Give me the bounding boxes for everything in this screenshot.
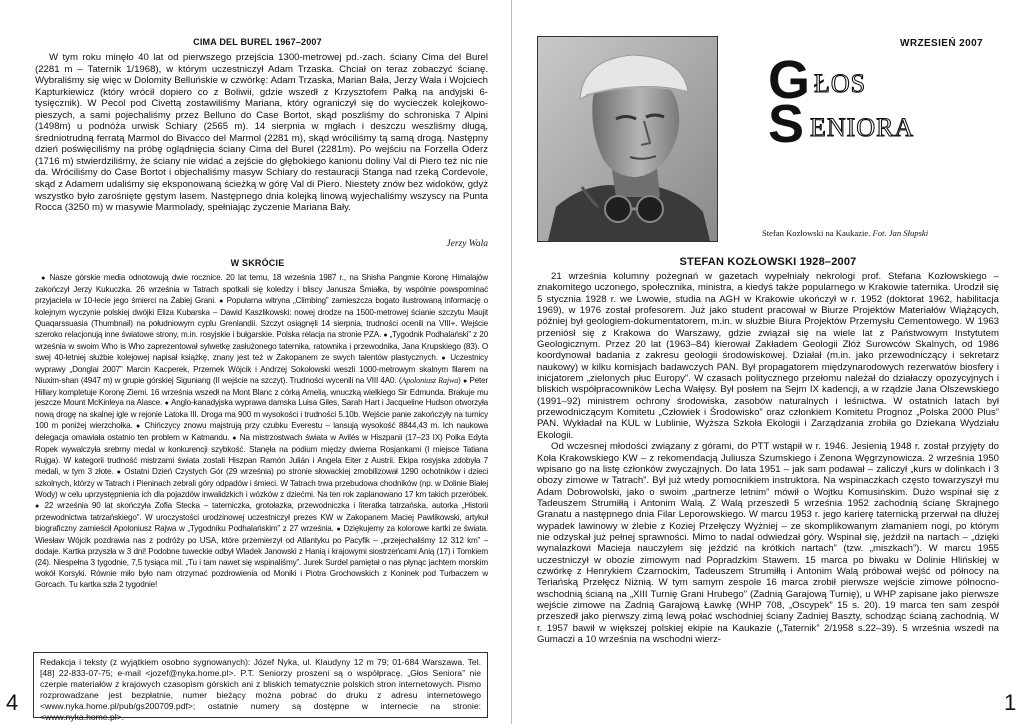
news-item: Uczestnicy wyprawy „Donglai 2007” Marcin Kacperek, Przemek Wójcik i Andrzej Sokołowski weszli 1000-metrowym skalnym filarem na Niuxim-shan (4947 m) w grupie górskiej Siguniang (II wejście na szczyt). Trudności wycenili na VIII 4A0. ( (35, 352, 488, 385)
news-credit-italic: Apoloniusz Rajwa (401, 375, 459, 385)
editorial-footer: Redakcja i teksty (z wyjątkiem osobno sygnowanych): Józef Nyka, ul. Klaudyny 12 m 79; 01-684 Warszawa. Tel. [48] 22-833-07-75; e-mail <jozef@nyka.home.pl>. P.T. Seniorzy proszeni są o współpracę. „Głos Seniora” nie czerpie materiałów z krajowych czasopism górskich ani z bliskich tematycznie polskich stron internetowych. Pismo rozprowadzane jest bezpłatnie, numer bieżący można pobrać do druku z adresu internetowego <www.nyka.home.pl/pub/gs200709.pdf>; ostatnie numery są dostępne w internecie na stronie: <www.nyka.home.pl>. (33, 652, 488, 718)
news-item: 22 września 90 lat skończyła Zofia Stecka – taterniczka, grotołazka, przewodniczka i literatka tatrzańska, autorka „Historii przewodnictwa tatrzańskiego”. W uroczystości urodzinowej uczestniczył prezes KW w Zakopanem Maciej Pawlikowski, artykuł biograficzny zamieścił Apoloniusz Rajwa w „Tygodniku Podhalańskim” z 27 września. (35, 501, 488, 533)
bullet-icon: ● (336, 525, 344, 533)
bullet-icon: ● (164, 400, 171, 408)
article-title: STEFAN KOZŁOWSKI 1928–2007 (679, 256, 857, 268)
news-item: Na mistrzostwach świata w Avilés w Hiszpanii (17–23 IX) Polka Edyta Ropek wywalczyła srebrny medal w konkurencji szybkość. Stanęła na podium między dwiema Rosjankami (I miejsce Tatiana Rujga). W kategorii trudność mistrzami świata zostali Hiszpan Ramón Julián i Angela Eiter z Austrii. Ekipa rosyjska zdobyła 7 medali, w tym 3 złote. (35, 433, 488, 477)
page-number-left: 4 (6, 690, 19, 715)
logo-text-los: ŁOS (814, 69, 867, 98)
bullet-icon: ● (35, 275, 50, 282)
bullet-icon: ● (136, 423, 145, 431)
caption-credit: Fot. Jan Słupski (872, 228, 929, 238)
cima-article: W tym roku minęło 40 lat od pierwszego przejścia 1300-metrowej pd.-zach. ściany Cima del Burel (2281 m – Taternik 1/1968), w którym uczestniczył Adam Trzaska. Chciał on teraz zobaczyć ścianę. Wybraliśmy się więc w Dolomity Belluńskie w czwórkę: Adam Trzaska, Marian Bała, Jerzy Wala i Wojciech Kapturkiewicz (który wrócił dopiero co z Boliwii, gdzie wszedł z Krzysztofem Pałką na andyjski 6-tysięcznik). W Pecol pod Civettą zostawiliśmy Mariana, który ograniczył się do wycieczek kolejkowo-pieszych, a sami pojechaliśmy przez Belluno do Case Bortot, skąd poszliśmy do schroniska 7 Alpini (1498m) u podnóża urwisk Schiary (2565 m). 14 sierpnia w mgłach i deszczu weszliśmy długą, średniotrudną ferratą Marmol do Bivacco del Marmol (2281 m), skąd wróciliśmy tą samą drogą. Następny dzień poświęciliśmy na próbę oglądnięcia ściany Cima del Burel (2281m). Po wejściu na Forzella Oderz (1716 m) stwierdziliśmy, że ściany nie widać a zejście do głębokiego kanionu doliny Val di Piero też nic nie da. Wróciliśmy do Case Bortot i objechaliśmy masyw Schiary do restauracji Stanga nad rzeką Cordevole, skąd z Adamem udaliśmy się eksponowaną ścieżką w górę Val di Piero. Niestety znów bez widoków, gdyż wszystko było zarośnięte gęstym lasem. Następnego dnia kolejką linową wyjechaliśmy wszyscy na Punta Rocca (3250 m) w masywie Marmolady, spełniając życzenie Mariana Bały. (35, 52, 488, 214)
news-item: „Tygodnik Podhalański” z 20 września w swoim Who is Who zaprezentował sylwetkę zasłużonego taternika, ratownika i przewodnika, Jana Krupskiego (83). O swej 40-letniej służbie kolejowej napisał książkę, znany jest też w Zakopanem ze swych talentów plastycznych. (35, 329, 488, 362)
article-body (537, 271, 999, 645)
news-item: Peter Hillary kompletuje Koronę Ziemi. 16 września wszedł na Mont Blanc z córką Amelią, wnuczką wielkiego Sir Edmunda. Brakuje mu jeszcze Mount McKinleya na Alasce. (35, 375, 489, 408)
article-paragraph-1: 21 września kolumny pożegnań w gazetach wypełniały nekrologi prof. Stefana Kozłowskiego – znakomitego uczonego, społecznika, ministra, a kiedyś także popularnego w Krakowie taternika. Urodził się 5 stycznia 1928 r. we Lwowie, studia na AGH w Krakowie ukończył w r. 1952 (doktorat 1962, habilitacja 1969), w 1976 został profesorem. Już jako student pracował w Biurze Projektów Materiałów Wiążących, później był geologiem-dokumentatorem, m.in. w służbie Biura Projektów Przemysłu Cementowego. W 1963 przeniósł się z Krakowa do Warszawy, gdzie związał się na wiele lat z Państwowym Instytutem Geologicznym. Przez 20 lat (1963–84) kierował Zakładem Geologii Złóż Surowców Skalnych, od 1986 koordynował badania z zakresu geologii środowiskowej. Działał (m.in. jako przewodniczący i sekretarz naukowy) w kilku komisjach badawczych PAN. Był propagatorem międzynarodowych rezerwatów biosfery i inicjatorem „zielonych płuc Europy”. W czasach politycznego przełomu należał do działaczy opozycyjnych i bliskich współpracowników Lecha Wałęsy. Był posłem na Sejm IX kadencji, a w rządzie Jana Olszewskiego (1991–92) ministrem ochrony środowiska, zasobów naturalnych i leśnictwa. W ostatnich latach był przewodniczącym Komitetu „Człowiek i Środowisko” oraz członkiem Komitetu Prognoz „Polska 2000 Plus” PAN. Wykładał na KUL w Lublinie, Wyższa Szkoła Ekologii i Zarządzania zrobiła go Dziekana Wydziału Ekologii. (537, 271, 999, 441)
bullet-icon: ● (219, 297, 227, 305)
bullet-icon: ● (232, 435, 240, 443)
bullet-icon: ● (441, 354, 451, 362)
news-item: Nasze górskie media odnotowują dwie rocznice. 20 lat temu, 18 września 1987 r., na Shisha Pangmie Koronę Himalajów zakończył Jerzy Kukuczka. 26 września w Tatrach spotkali się koledzy i bliscy Janusza Śmiałka, by wspólnie powspominać przyjaciela w 10-lecie jego śmierci na Żabiej Grani. (35, 273, 488, 305)
news-item: Popularna witryna „Climbing” zamieszcza bogato ilustrowaną informację o kolejnym wyczynie polskiej dwójki Eliza Kubarska – Dawid Kaszlikowski: nowej drodze na 1500-metrowej ścianie szczytu Maujit Quaqarssuasia (Thumbnail) na południowym cyplu Grenlandii. Szczyt osiągnęli 14 sierpnia, trudności ocenili na VIII+. Wejście szeroko relacjonują inne światowe strony, m.in. rosyjskie i bułgarskie. Polska relacja na stronie PZA. (35, 295, 488, 339)
bullet-icon: ● (383, 331, 390, 339)
logo-initial-s: S (768, 94, 805, 148)
right-page (512, 0, 1024, 724)
news-item: Ostatni Dzień Czystych Gór (29 września) po stronie słowackiej zmobilizował 1290 ochotników i dzieci szkolnych, którzy w Tatrach i Pieninach zebrali góry odpadów i śmieci. W Tatrach trwa przebudowa chodników (np. w Dolinie Białej Wody) w celu uprzystępnienia ich dla pojazdów inwalidzkich i wózków z dziećmi. Na ten rok zaplanowano 17 km takich przeróbek. (35, 467, 488, 500)
logo-initial-g: G (768, 50, 811, 110)
bullet-icon: ● (35, 503, 45, 511)
bullet-icon: ● (116, 469, 125, 477)
news-text-fragment: ) (458, 375, 464, 385)
caption-text: Stefan Kozłowski na Kaukazie. (762, 228, 873, 238)
portrait-photo (537, 36, 718, 242)
bullet-icon: ● (463, 377, 470, 385)
cima-title: CIMA DEL BUREL 1967–2007 (193, 37, 322, 47)
issue-date: WRZESIEŃ 2007 (900, 38, 984, 49)
logo-glos-seniora (760, 48, 1000, 148)
news-item: Dziękujemy za kolorowe kartki ze świata. Wiesław Wójcik pozdrawia nas z podróży po USA, które przemierzył od Atlantyku po Pacyfik – „przejechaliśmy 12 312 km” – dodaje. Kartka przyszła w 3 dni! Podobne tuweckie odbył Wladek Janowski z Hanią i krajowymi siostrzeńcami Anią (17) i Tomkiem (24). Niespełna 3 tygodnie, 7,5 tysiąca mil. „Tu i tam nawet się wspinaliśmy”. Jurek Surdel pamiętał o nas płynąc jachtem morskim wokół Korsyki. Równie miło było nam otrzymać pozdrowienia od Moniki i Piotra Grochowskich z Koninek pod Turbaczem w Gorcach. Tu kartka szła 2 tygodnie! (35, 523, 489, 589)
news-section (35, 273, 488, 591)
news-item: Chińczycy znowu majstrują przy czubku Everestu – lansują wysokość 8844,43 m. Ich naukowa delegacja omawiała ostatnio ten problem w Katmandu. (35, 421, 488, 443)
photo-caption (762, 228, 928, 238)
article-paragraph-2: Od wczesnej młodości związany z górami, do PTT wstąpił w r. 1946. Jesienią 1948 r. został przyjęty do Koła Krakowskiego KW – z rekomendacją Juliusza Szumskiego i Zenona Węgrzynowicza. 2 września 1950 wpisano go na listę członków zwyczajnych. Do lata 1951 – jak sam podawał – zaliczył „kurs w dolinkach i 3 obozy zimowe w Tatrach”. Był już wtedy pomocnikiem instruktora. Na wspinaczkach często towarzyszył mu Adam Dobrowolski, jako o swoim „partnerze letnim” mówił o Wojtku Komusińskim. Dużo wspinał się z Tadeuszem Strumiłłą i Antonim Walą. Z Walą przeszedł 5 września 1952 zachodnią ścianę Skrajnego Granatu a następnego dnia Filar Leporowskiego. W marcu 1953 r. jego karierę taternicką przerwał na dłużej wypadek lawinowy w żlebie z Koziej Przełęczy Wyżniej – ze skomplikowanym złamaniem nogi, po którym nie odzyskał już pełnej sprawności. Mimo to nadal odwiedzał góry. Wspinał się, jeździł na nartach – „dzięki wynalazkowi Macieja nauczyłem się jeździć na krótkich nartach” (tzw. „miszkach”). W marcu 1955 uczestniczył w obozie zimowym nad Popradzkim Stawem. 15 marca po biwaku w Dolinie Hlińskiej w czwórkę z Henrykiem Czarnockim, Tadeuszem Strumiłłą i Antonim Walą próbował wejść od północy na Teriańską Przełęcz Niżnią. W tym samym zespole 16 marca zrobił pierwsze wejście zimowe północno-wschodnią ścianą na „XIII Turnię Grani Hrubego” (Zadnią Garajową Turnię), u WHP zapisane jako pierwsze wejście zimowe na Zadnią Garajową Ławkę (WHP 708, „Oscypek” 15 s. 20). 19 marca ten sam zespół przeszedł jako pierwszy zimą lewą połać wschodniej ściany Zadniej Baszty, schodząc ścianą zachodnią. W r. 1957 bawił w większej polskiej ekipie na Kaukazie („Taternik” 2/1958 s.22–39). 5 września wszedł na Gumaczi a 10 września na wschodni wierz- (537, 441, 999, 645)
cima-signature: Jerzy Wala (446, 239, 488, 249)
logo-text-eniora: ENIORA (810, 113, 915, 142)
logo-wordmark (760, 48, 1000, 148)
page-number-right: 1 (1004, 690, 1017, 715)
skrocie-title: W SKRÓCIE (230, 258, 285, 268)
portrait-illustration (538, 37, 717, 241)
news-item: Anglo-kanadyjska wyprawa damska Luisa Giles, Sarah Hart i Jacqueline Hudson otworzyła nową drogę na skalnej igle w rejonie Latoka III. Droga ma 900 m wysokości i trudności 5.10b. Wejście panie zakończyły na turnicy 100 m poniżej wierzchołka. (35, 398, 488, 431)
